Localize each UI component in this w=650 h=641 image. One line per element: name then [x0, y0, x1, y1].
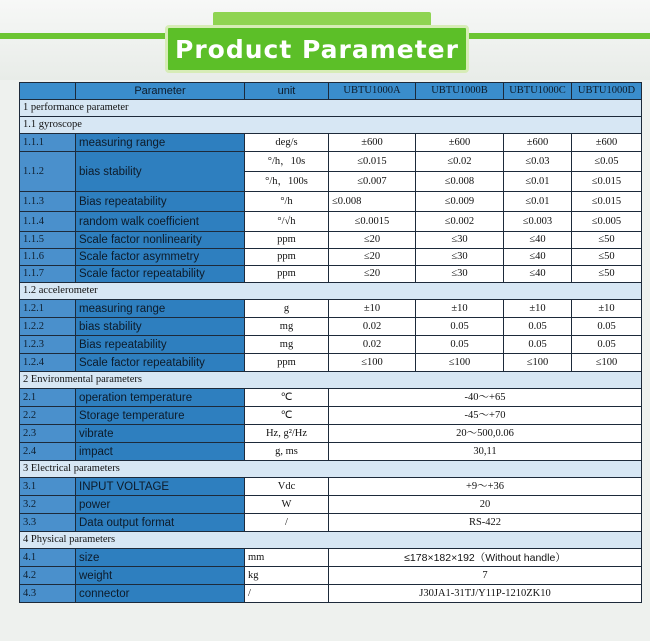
- row-value: ≤0.007: [329, 172, 416, 192]
- row-unit: ppm: [245, 249, 329, 266]
- row-index: 1.1.6: [20, 249, 76, 266]
- row-value: ±10: [504, 300, 572, 318]
- row-name: bias stability: [76, 318, 245, 336]
- row-unit: ppm: [245, 232, 329, 249]
- row-value: 0.05: [572, 318, 642, 336]
- row-name: Scale factor asymmetry: [76, 249, 245, 266]
- table-row: [20, 300, 642, 318]
- table-row: [20, 443, 642, 461]
- parameter-table-container: [19, 82, 641, 603]
- row-index: 3.1: [20, 478, 76, 496]
- row-value: ≤0.009: [416, 192, 504, 212]
- row-index: 3.2: [20, 496, 76, 514]
- row-name: measuring range: [76, 134, 245, 152]
- header-model: UBTU1000A: [329, 83, 416, 100]
- row-unit: W: [245, 496, 329, 514]
- row-unit: Hz, g²/Hz: [245, 425, 329, 443]
- table-row: [20, 425, 642, 443]
- row-value: 0.05: [416, 336, 504, 354]
- row-index: 1.1.5: [20, 232, 76, 249]
- banner-title: Product Parameter: [175, 34, 459, 64]
- row-value: ≤0.003: [504, 212, 572, 232]
- row-name: random walk coefficient: [76, 212, 245, 232]
- row-value: ≤50: [572, 249, 642, 266]
- table-row: [20, 354, 642, 372]
- row-unit: g, ms: [245, 443, 329, 461]
- row-name: Data output format: [76, 514, 245, 532]
- row-unit: ℃: [245, 407, 329, 425]
- row-value: 20: [329, 496, 642, 514]
- row-value: 0.05: [504, 318, 572, 336]
- row-value: ≤0.01: [504, 192, 572, 212]
- row-value: ≤40: [504, 266, 572, 283]
- section-title: 1 performance parameter: [20, 100, 642, 117]
- row-value: 7: [329, 567, 642, 585]
- row-index: 1.2.1: [20, 300, 76, 318]
- table-header-row: [20, 83, 642, 100]
- table-row: [20, 134, 642, 152]
- row-name: operation temperature: [76, 389, 245, 407]
- header-unit: unit: [245, 83, 329, 100]
- row-unit: °/h: [245, 192, 329, 212]
- section-title: 4 Physical parameters: [20, 532, 642, 549]
- row-value: ≤0.03: [504, 152, 572, 172]
- row-value: ±10: [416, 300, 504, 318]
- table-row: [20, 318, 642, 336]
- row-index: 1.1.3: [20, 192, 76, 212]
- table-row: [20, 496, 642, 514]
- row-value: ≤0.015: [572, 192, 642, 212]
- row-value: ≤20: [329, 266, 416, 283]
- row-name: Scale factor nonlinearity: [76, 232, 245, 249]
- row-value: ≤0.01: [504, 172, 572, 192]
- row-index: 1.1.1: [20, 134, 76, 152]
- table-row: [20, 514, 642, 532]
- section-row: [20, 100, 642, 117]
- row-index: 1.2.4: [20, 354, 76, 372]
- row-value: 0.05: [504, 336, 572, 354]
- row-index: 4.2: [20, 567, 76, 585]
- row-index: 4.1: [20, 549, 76, 567]
- row-unit: °/√h: [245, 212, 329, 232]
- row-value: ≤0.015: [572, 172, 642, 192]
- row-value: ≤100: [572, 354, 642, 372]
- row-value: -40～+65: [329, 389, 642, 407]
- row-unit: ppm: [245, 266, 329, 283]
- row-unit: ppm: [245, 354, 329, 372]
- row-name: INPUT VOLTAGE: [76, 478, 245, 496]
- table-row: [20, 585, 642, 603]
- row-value: ±10: [329, 300, 416, 318]
- row-value: ≤30: [416, 232, 504, 249]
- section-title: 1.2 accelerometer: [20, 283, 642, 300]
- header-index: [20, 83, 76, 100]
- row-value: ±10: [572, 300, 642, 318]
- section-title: 2 Environmental parameters: [20, 372, 642, 389]
- row-value: 30,11: [329, 443, 642, 461]
- row-name: size: [76, 549, 245, 567]
- section-row: [20, 372, 642, 389]
- row-index: 2.3: [20, 425, 76, 443]
- row-value: 0.02: [329, 336, 416, 354]
- row-value: 0.05: [416, 318, 504, 336]
- row-value: ≤20: [329, 249, 416, 266]
- row-value: 0.05: [572, 336, 642, 354]
- row-value: ≤0.008: [416, 172, 504, 192]
- row-index: 2.2: [20, 407, 76, 425]
- row-unit: Vdc: [245, 478, 329, 496]
- row-value: ≤0.008: [329, 192, 416, 212]
- table-row: [20, 567, 642, 585]
- row-index: 3.3: [20, 514, 76, 532]
- row-value: ≤0.02: [416, 152, 504, 172]
- table-row: [20, 249, 642, 266]
- table-row: [20, 389, 642, 407]
- section-row: [20, 461, 642, 478]
- row-index: 1.1.7: [20, 266, 76, 283]
- header-model: UBTU1000B: [416, 83, 504, 100]
- row-name: Scale factor repeatability: [76, 266, 245, 283]
- row-value: ±600: [572, 134, 642, 152]
- row-index: 2.4: [20, 443, 76, 461]
- row-unit: °/h，100s: [245, 172, 329, 192]
- row-unit: kg: [245, 567, 329, 585]
- row-index: 1.1.4: [20, 212, 76, 232]
- table-row: [20, 232, 642, 249]
- header-model: UBTU1000C: [504, 83, 572, 100]
- table-row: [20, 478, 642, 496]
- row-name: impact: [76, 443, 245, 461]
- row-value: ≤30: [416, 249, 504, 266]
- row-unit: °/h，10s: [245, 152, 329, 172]
- row-unit: ℃: [245, 389, 329, 407]
- row-name: measuring range: [76, 300, 245, 318]
- row-value: -45～+70: [329, 407, 642, 425]
- row-unit: mg: [245, 318, 329, 336]
- row-value: ≤100: [504, 354, 572, 372]
- row-value: ≤50: [572, 266, 642, 283]
- row-index: 1.1.2: [20, 152, 76, 192]
- row-index: 4.3: [20, 585, 76, 603]
- row-value: ±600: [416, 134, 504, 152]
- row-value: RS-422: [329, 514, 642, 532]
- table-row: [20, 152, 642, 172]
- row-value: ±600: [329, 134, 416, 152]
- table-row: [20, 407, 642, 425]
- row-value: 0.02: [329, 318, 416, 336]
- row-value: ≤30: [416, 266, 504, 283]
- row-unit: /: [245, 514, 329, 532]
- row-name: weight: [76, 567, 245, 585]
- section-row: [20, 117, 642, 134]
- row-value: +9～+36: [329, 478, 642, 496]
- row-unit: /: [245, 585, 329, 603]
- parameter-table: [19, 82, 642, 603]
- row-name: Bias repeatability: [76, 192, 245, 212]
- row-name: bias stability: [76, 152, 245, 192]
- row-value: ≤40: [504, 232, 572, 249]
- row-value: 20～500,0.06: [329, 425, 642, 443]
- header-parameter: Parameter: [76, 83, 245, 100]
- row-value: J30JA1-31TJ/Y11P-1210ZK10: [329, 585, 642, 603]
- row-value: ≤0.05: [572, 152, 642, 172]
- row-unit: mm: [245, 549, 329, 567]
- row-value: ≤0.015: [329, 152, 416, 172]
- row-value: ≤50: [572, 232, 642, 249]
- row-unit: deg/s: [245, 134, 329, 152]
- row-value: ≤0.002: [416, 212, 504, 232]
- row-index: 1.2.2: [20, 318, 76, 336]
- row-value: ≤0.0015: [329, 212, 416, 232]
- table-row: [20, 336, 642, 354]
- row-value: ≤0.005: [572, 212, 642, 232]
- row-index: 1.2.3: [20, 336, 76, 354]
- row-name: Bias repeatability: [76, 336, 245, 354]
- table-row: [20, 549, 642, 567]
- row-index: 2.1: [20, 389, 76, 407]
- row-name: Storage temperature: [76, 407, 245, 425]
- row-unit: mg: [245, 336, 329, 354]
- table-row: [20, 212, 642, 232]
- row-unit: g: [245, 300, 329, 318]
- section-row: [20, 532, 642, 549]
- row-value: ≤100: [329, 354, 416, 372]
- row-name: Scale factor repeatability: [76, 354, 245, 372]
- row-name: vibrate: [76, 425, 245, 443]
- section-row: [20, 283, 642, 300]
- table-row: [20, 192, 642, 212]
- header-model: UBTU1000D: [572, 83, 642, 100]
- section-title: 3 Electrical parameters: [20, 461, 642, 478]
- row-value: ≤20: [329, 232, 416, 249]
- section-title: 1.1 gyroscope: [20, 117, 642, 134]
- row-value: ±600: [504, 134, 572, 152]
- table-row: [20, 266, 642, 283]
- row-value: ≤178×182×192（Without handle）: [329, 549, 642, 567]
- row-name: power: [76, 496, 245, 514]
- row-name: connector: [76, 585, 245, 603]
- row-value: ≤100: [416, 354, 504, 372]
- product-parameter-banner: [165, 25, 469, 73]
- row-value: ≤40: [504, 249, 572, 266]
